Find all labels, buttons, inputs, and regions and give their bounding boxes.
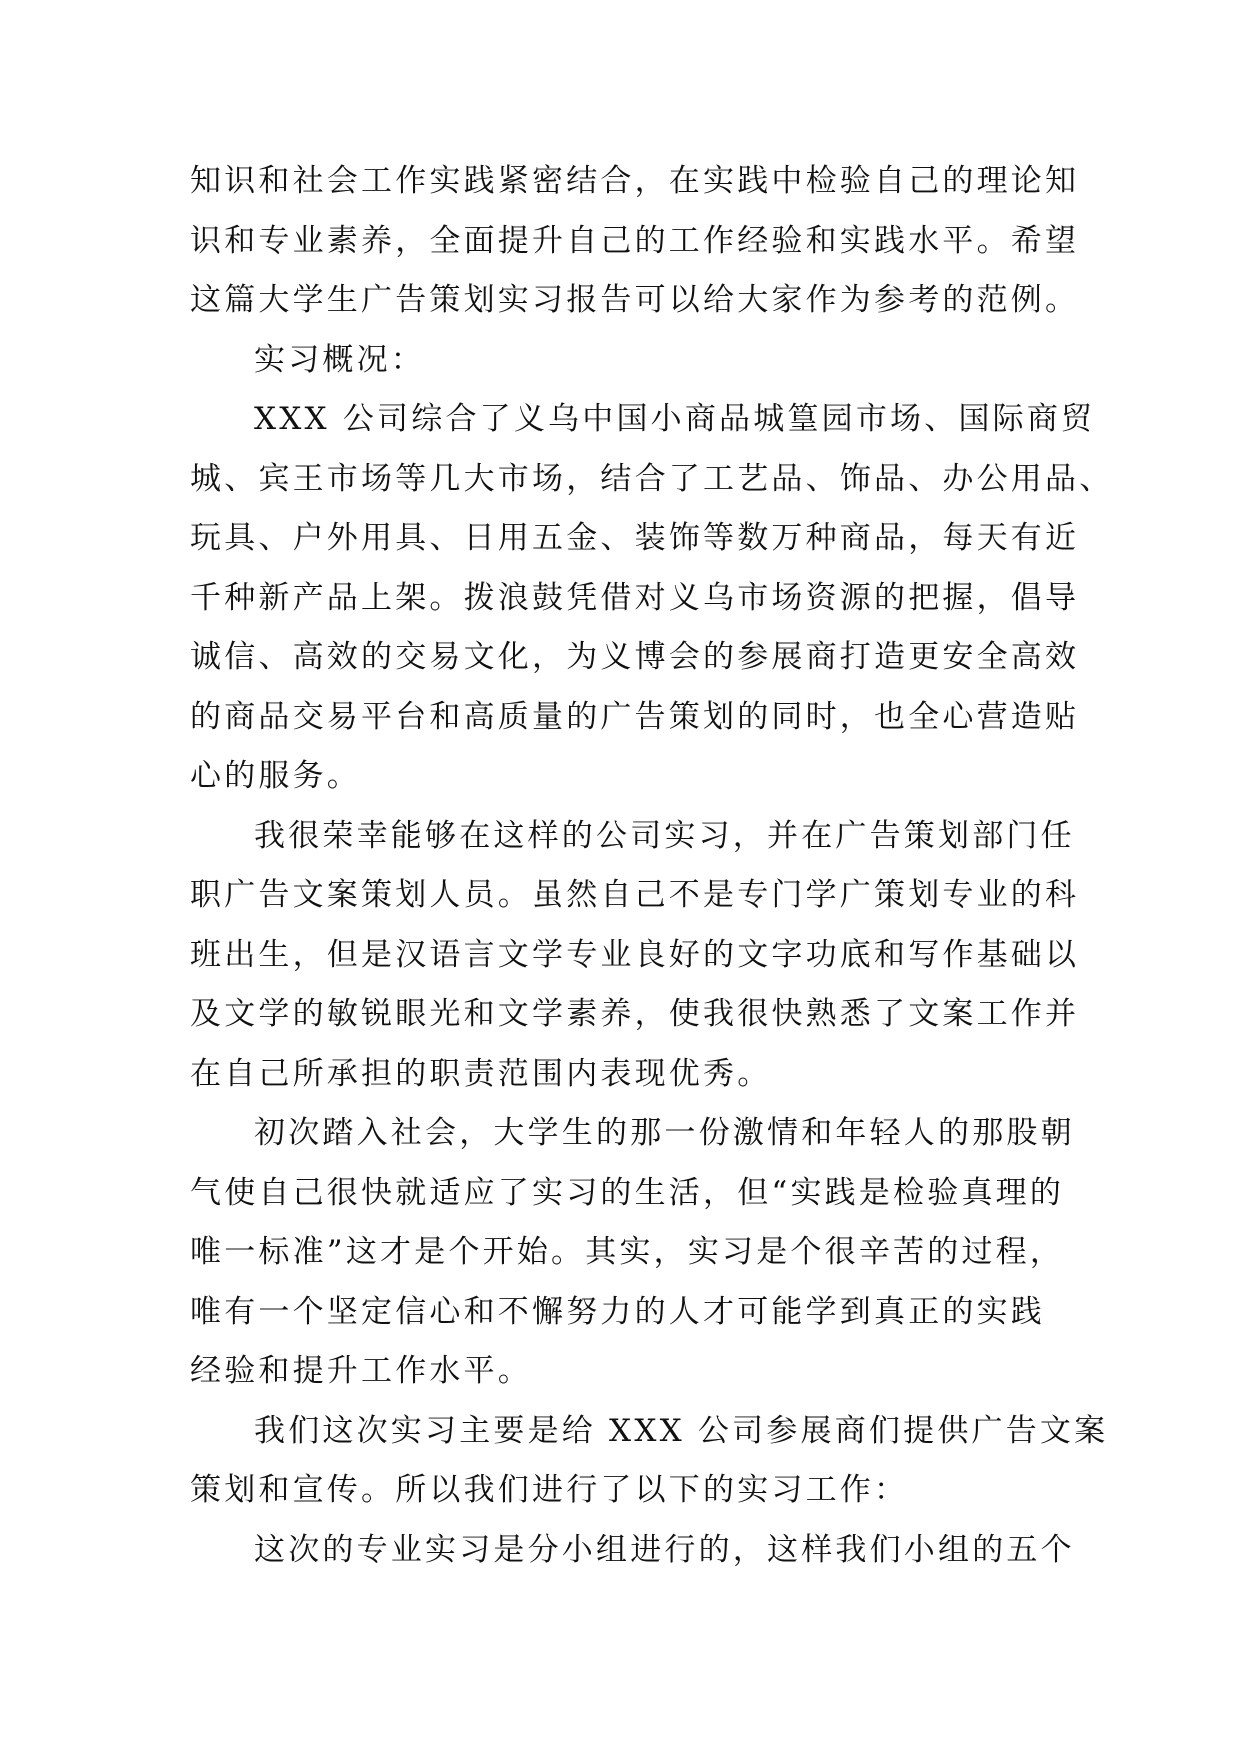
text-line: 我们这次实习主要是给 XXX 公司参展商们提供广告文案 (254, 1412, 1109, 1449)
text-line: 心的服务。 (190, 758, 361, 794)
text-line: 的商品交易平台和高质量的广告策划的同时，也全心营造贴 (190, 698, 1080, 735)
body-text (190, 152, 1114, 1580)
section-heading: 实习概况： (254, 341, 425, 378)
text-line: 班出生，但是汉语言文学专业良好的文字功底和写作基础以 (190, 936, 1080, 973)
text-line: 知识和社会工作实践紧密结合，在实践中检验自己的理论知 (190, 163, 1080, 199)
text-line: 城、宾王市场等几大市场，结合了工艺品、饰品、办公用品、 (190, 460, 1114, 497)
text-line: XXX 公司综合了义乌中国小商品城篁园市场、国际商贸 (254, 401, 1096, 437)
text-line: 及文学的敏锐眼光和文学素养，使我很快熟悉了文案工作并 (190, 996, 1080, 1032)
text-line: 我很荣幸能够在这样的公司实习，并在广告策划部门任 (254, 817, 1075, 854)
text-line: 唯一标准”这才是个开始。其实，实习是个很辛苦的过程， (190, 1234, 1065, 1270)
text-line: 初次踏入社会，大学生的那一份激情和年轻人的那股朝 (254, 1115, 1075, 1151)
text-line: 诚信、高效的交易文化，为义博会的参展商打造更安全高效 (190, 639, 1080, 675)
text-line: 唯有一个坚定信心和不懈努力的人才可能学到真正的实践 (190, 1293, 1045, 1330)
text-line: 策划和宣传。所以我们进行了以下的实习工作： (190, 1472, 909, 1508)
text-line: 这篇大学生广告策划实习报告可以给大家作为参考的范例。 (190, 282, 1080, 318)
text-line: 识和专业素养，全面提升自己的工作经验和实践水平。希望 (190, 222, 1080, 259)
text-line: 职广告文案策划人员。虽然自己不是专门学广策划专业的科 (190, 877, 1080, 913)
text-line: 这次的专业实习是分小组进行的，这样我们小组的五个 (254, 1531, 1075, 1568)
text-line: 玩具、户外用具、日用五金、装饰等数万种商品，每天有近 (190, 520, 1080, 556)
text-line: 气使自己很快就适应了实习的生活，但“实践是检验真理的 (190, 1174, 1065, 1211)
text-line: 在自己所承担的职责范围内表现优秀。 (190, 1055, 772, 1092)
text-line: 经验和提升工作水平。 (190, 1353, 532, 1389)
text-line: 千种新产品上架。拨浪鼓凭借对义乌市场资源的把握，倡导 (190, 579, 1080, 616)
